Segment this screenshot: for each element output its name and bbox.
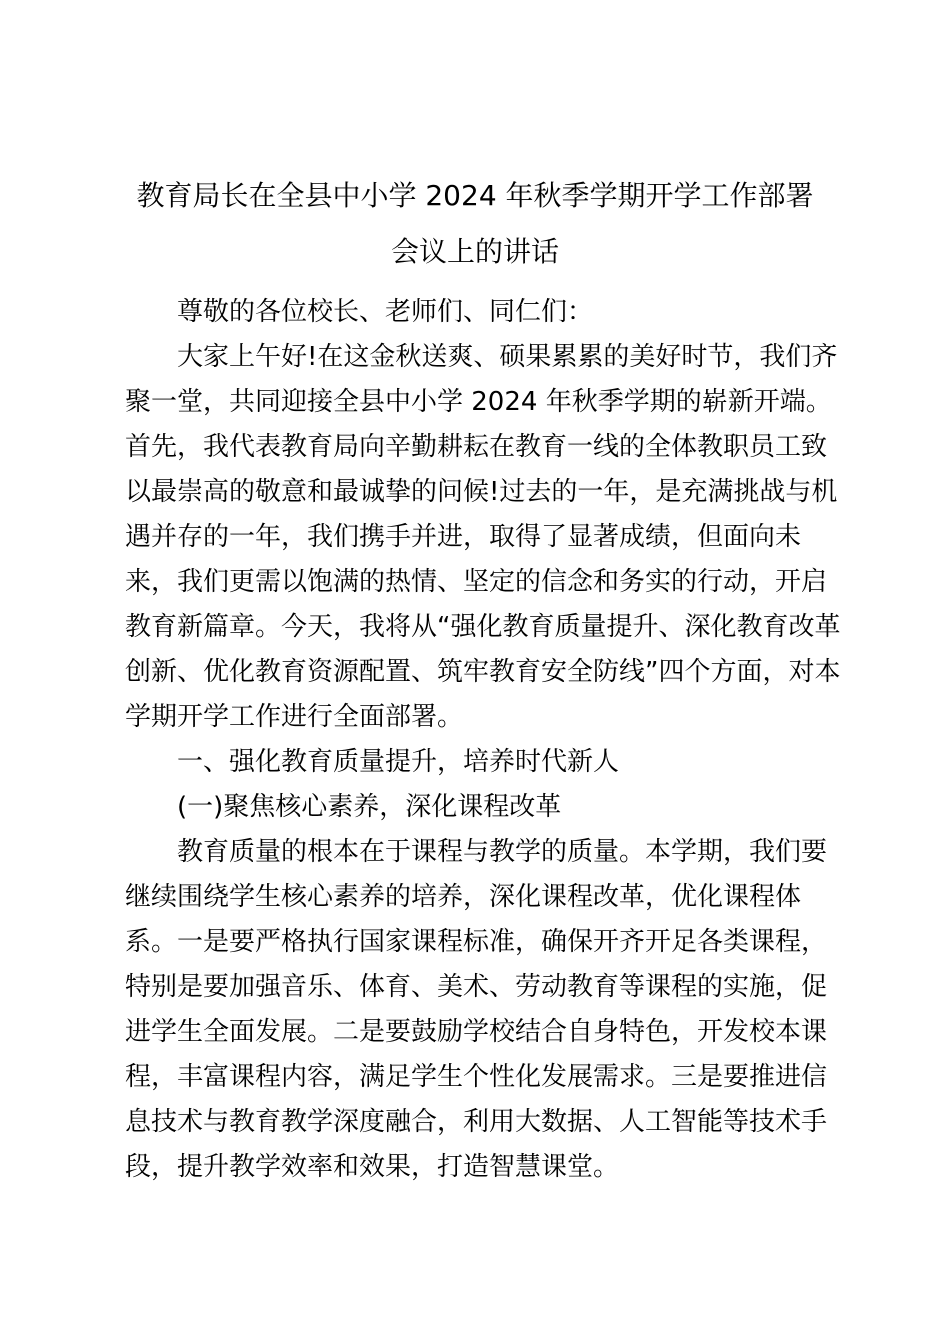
paragraph-line: 段，提升教学效率和效果，打造智慧课堂。 — [125, 1152, 620, 1182]
section-heading — [125, 740, 837, 785]
paragraph-line: 聚一堂，共同迎接全县中小学 2024 年秋季学期的崭新开端。 — [125, 387, 832, 417]
paragraph-line: 创新、优化教育资源配置、筑牢教育安全防线”四个方面，对本 — [125, 657, 841, 687]
document-body — [125, 290, 841, 1190]
subheading-line: (一)聚焦核心素养，深化课程改革 — [177, 792, 562, 822]
paragraph-line: 首先，我代表教育局向辛勤耕耘在教育一线的全体教职员工致 — [125, 432, 828, 462]
paragraph-line: 大家上午好!在这金秋送爽、硕果累累的美好时节，我们齐 — [177, 342, 838, 372]
opening-paragraph — [125, 335, 841, 740]
paragraph-line: 特别是要加强音乐、体育、美术、劳动教育等课程的实施，促 — [125, 972, 828, 1002]
subsection-heading — [125, 785, 837, 830]
heading-line: 一、强化教育质量提升，培养时代新人 — [177, 747, 620, 777]
paragraph-line: 学期开学工作进行全面部署。 — [125, 702, 464, 732]
paragraph-line: 进学生全面发展。二是要鼓励学校结合自身特色，开发校本课 — [125, 1017, 828, 1047]
paragraph-line: 教育新篇章。今天，我将从“强化教育质量提升、深化教育改革 — [125, 612, 841, 642]
paragraph-line: 继续围绕学生核心素养的培养，深化课程改革，优化课程体 — [125, 882, 802, 912]
paragraph-line: 尊敬的各位校长、老师们、同仁们： — [177, 297, 594, 327]
paragraph-line: 以最崇高的敬意和最诚挚的问候!过去的一年，是充满挑战与机 — [125, 477, 838, 507]
paragraph-line: 息技术与教育教学深度融合，利用大数据、人工智能等技术手 — [125, 1107, 828, 1137]
document-title — [120, 168, 830, 280]
section-body-paragraph — [125, 830, 837, 1190]
paragraph-line: 遇并存的一年，我们携手并进，取得了显著成绩，但面向未 — [125, 522, 802, 552]
paragraph-line: 程，丰富课程内容，满足学生个性化发展需求。三是要推进信 — [125, 1062, 828, 1092]
title-line-1: 教育局长在全县中小学 2024 年秋季学期开学工作部署 — [136, 179, 814, 212]
paragraph-line: 系。一是要严格执行国家课程标准，确保开齐开足各类课程， — [125, 927, 828, 957]
paragraph-line: 教育质量的根本在于课程与教学的质量。本学期，我们要 — [177, 837, 828, 867]
title-line-2: 会议上的讲话 — [390, 235, 559, 268]
paragraph-line: 来，我们更需以饱满的热情、坚定的信念和务实的行动，开启 — [125, 567, 828, 597]
salutation-paragraph — [125, 290, 837, 335]
